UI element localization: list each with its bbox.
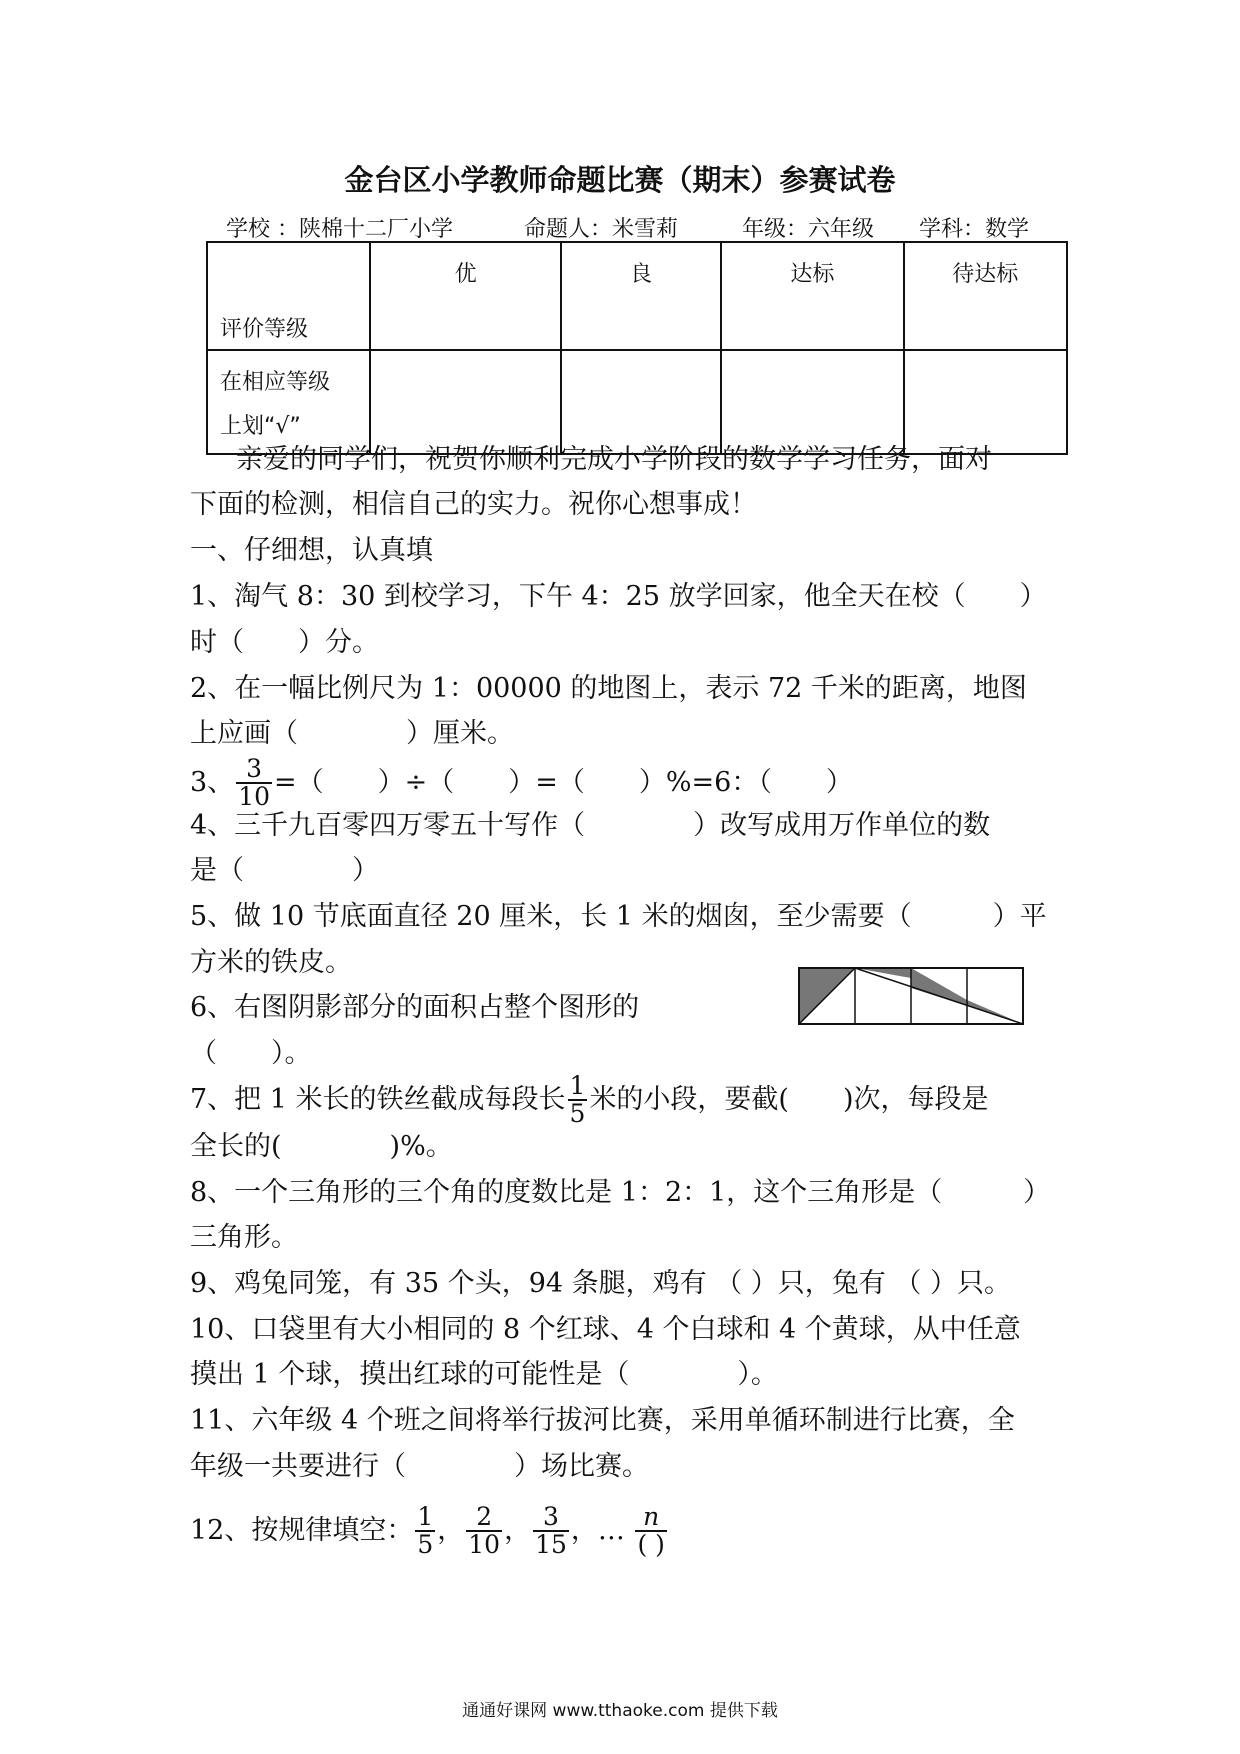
question-12 xyxy=(190,1504,669,1559)
question-3-prefix: 3、 xyxy=(190,766,235,798)
question-1-line-1: 1、淘气 8：30 到校学习，下午 4：25 放学回家，他全天在校（ ） xyxy=(190,581,1047,612)
fraction-numerator: 3 xyxy=(543,1502,559,1531)
question-7-line-2: 全长的( )%。 xyxy=(190,1131,453,1162)
intro-line-1: 亲爱的同学们，祝贺你顺利完成小学阶段的数学学习任务，面对 xyxy=(236,444,992,475)
fraction-numerator: n xyxy=(643,1502,660,1531)
question-11-line-1: 11、六年级 4 个班之间将举行拔河比赛，采用单循环制进行比赛，全 xyxy=(190,1405,1015,1436)
section-title: 一、仔细想，认真填 xyxy=(190,535,433,566)
evaluation-table xyxy=(206,241,1068,455)
evaluation-row-label xyxy=(207,242,370,350)
subject-label: 学科：数学 xyxy=(919,217,1030,242)
school-label: 学校 ：陕棉十二厂小学 xyxy=(226,217,453,242)
fraction-denominator: 5 xyxy=(569,1099,586,1129)
fraction-2-10 xyxy=(466,1504,502,1559)
question-10-line-1: 10、口袋里有大小相同的 8 个红球、4 个白球和 4 个黄球，从中任意 xyxy=(190,1314,1021,1345)
mark-cell-excellent[interactable] xyxy=(370,350,560,454)
question-7-prefix: 7、把 1 米长的铁丝截成每段长 xyxy=(190,1083,566,1115)
question-2-line-2: 上应画（ ）厘米。 xyxy=(190,718,514,749)
fraction-numerator: 1 xyxy=(569,1071,586,1100)
separator: ， xyxy=(570,1514,598,1546)
fraction-denominator: 5 xyxy=(417,1530,434,1560)
question-8-line-1: 8、一个三角形的三个角的度数比是 1：2：1，这个三角形是（ ） xyxy=(190,1177,1051,1208)
fraction-denominator: 10 xyxy=(238,782,270,812)
fraction-1-5 xyxy=(415,1504,435,1559)
question-6-line-2: （ ）。 xyxy=(190,1038,312,1069)
fraction-denominator: 10 xyxy=(468,1530,501,1560)
mark-cell-needs-work[interactable] xyxy=(904,350,1067,454)
question-4-line-1: 4、三千九百零四万零五十写作（ ）改写成用万作单位的数 xyxy=(190,810,991,841)
mark-row-label-line1: 在相应等级 xyxy=(220,370,331,395)
footer-credit: 通通好课网 www.tthaoke.com 提供下载 xyxy=(462,1701,778,1721)
level-pass: 达标 xyxy=(721,242,903,350)
fraction-1-5 xyxy=(568,1073,588,1128)
level-needs-work: 待达标 xyxy=(904,242,1067,350)
ellipsis: … xyxy=(597,1514,625,1546)
question-9: 9、鸡兔同笼，有 35 个头，94 条腿，鸡有 （ ）只，兔有 （ ）只。 xyxy=(190,1268,1011,1299)
question-5-line-1: 5、做 10 节底面直径 20 厘米，长 1 米的烟囱，至少需要（ ）平 xyxy=(190,901,1047,932)
question-3 xyxy=(190,756,853,811)
evaluation-header-row xyxy=(207,242,1067,350)
fraction-3-10 xyxy=(236,756,272,811)
question-10-line-2: 摸出 1 个球，摸出红球的可能性是（ ）。 xyxy=(190,1359,778,1390)
question-6-line-1: 6、右图阴影部分的面积占整个图形的 xyxy=(190,992,640,1023)
separator: ， xyxy=(437,1514,465,1546)
separator: ， xyxy=(504,1514,532,1546)
question-8-line-2: 三角形。 xyxy=(190,1222,298,1253)
question-11-line-2: 年级一共要进行（ ）场比赛。 xyxy=(190,1451,649,1482)
fraction-numerator: 1 xyxy=(417,1502,434,1531)
level-good: 良 xyxy=(561,242,721,350)
level-excellent: 优 xyxy=(370,242,560,350)
evaluation-mark-row xyxy=(207,350,1067,454)
question-7 xyxy=(190,1073,989,1128)
fraction-numerator: 2 xyxy=(476,1502,493,1531)
fraction-numerator: 3 xyxy=(246,754,263,783)
fraction-n xyxy=(635,1504,666,1559)
fraction-denominator: 15 xyxy=(535,1530,567,1560)
question-5-line-2: 方米的铁皮。 xyxy=(190,947,352,978)
question-3-rest: =（ ）÷（ ）=（ ）%=6：（ ） xyxy=(274,766,853,798)
page-title: 金台区小学教师命题比赛（期末）参赛试卷 xyxy=(344,163,896,197)
shaded-triangle-middle xyxy=(855,968,911,978)
question-1-line-2: 时（ ）分。 xyxy=(190,627,379,658)
mark-row-label-line2: 上划“√” xyxy=(220,414,301,439)
grade-label: 年级：六年级 xyxy=(742,217,875,242)
shaded-figure xyxy=(797,966,1025,1028)
evaluation-row-label-text: 评价等级 xyxy=(220,317,309,342)
question-12-prefix: 12、按规律填空： xyxy=(190,1514,414,1546)
mark-cell-pass[interactable] xyxy=(721,350,903,454)
fraction-denominator: ( ) xyxy=(637,1530,665,1560)
question-2-line-1: 2、在一幅比例尺为 1：00000 的地图上，表示 72 千米的距离，地图 xyxy=(190,673,1027,704)
question-4-line-2: 是（ ） xyxy=(190,855,379,886)
mark-row-label xyxy=(207,350,370,454)
fraction-3-15 xyxy=(533,1504,569,1559)
author-label: 命题人：米雪莉 xyxy=(524,217,679,242)
question-7-rest: 米的小段，要截( )次，每段是 xyxy=(589,1083,989,1115)
intro-line-2: 下面的检测，相信自己的实力。祝你心想事成！ xyxy=(190,489,757,520)
mark-cell-good[interactable] xyxy=(561,350,721,454)
